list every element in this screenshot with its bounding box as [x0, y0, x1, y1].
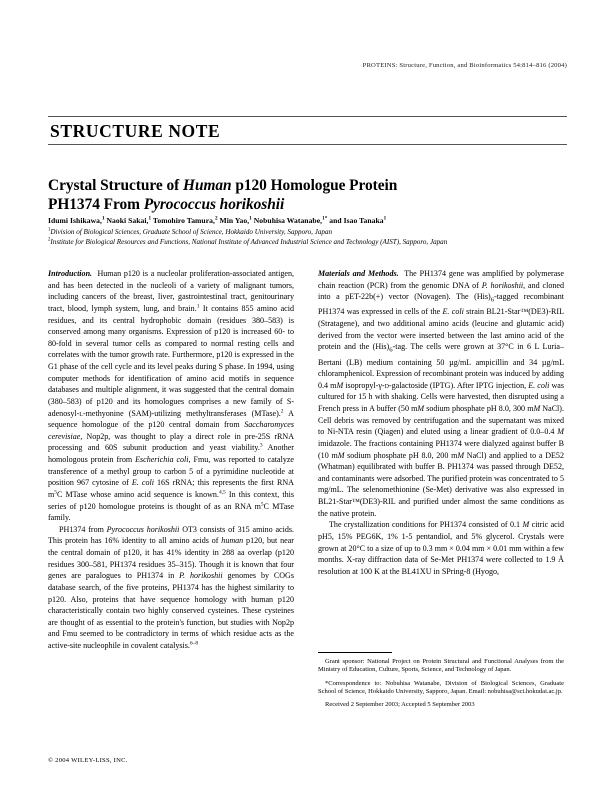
citation-ref: 2 [280, 407, 284, 414]
affiliations [48, 227, 570, 247]
paragraph-materials-methods: Materials and Methods. The PH1374 gene was amplified by polymerase chain reaction (PCR) from the genomic DNA of P. horikoshii, and cloned into a pET-22b(+) vector (Novagen). The $(His)_6$-tagged recombinant PH1374 was expressed in cells of the E. coli strain BL21-Star™(DE3)-RIL (Stratagene), and two additional amino acids (leucine and glutamic acid) derived from the vector were inserted between the last amino acid of the protein and the $(His)_6$-tag. The cells were grown at 37°C in 6 L Luria–Bertani (LB) medium containing 50 µg/mL ampicillin and 34 µg/mL chloramphenicol. Expression of recombinant protein was induced by adding 0.4 mM isopropyl-γ-d-galactoside (IPTG). After IPTG injection, E. coli was cultured for 15 h with shaking. Cells were harvested, then disrupted using a French press in A buffer (50 mM sodium phosphate pH 8.0, 300 mM NaCl). Cell debris was removed by centrifugation and the supernatant was mixed to Ni-NTA resin (Qiagen) and eluted using a linear gradient of 0.0–0.4 M imidazole. The fractions containing PH1374 were dialyzed against buffer B (10 mM sodium phosphate pH 8.0, 200 mM NaCl) and applied to a DE52 (Whatman) equilibrated with buffer B. PH1374 was passed through DE52, and contaminants were adsorbed. The purified protein was concentrated to 5 mg/mL. The selenomethionine (Se-Met) derivative was also expressed in BL21-Star™(DE3)-RIL and purified under almost the same conditions as the native protein. [318, 269, 564, 518]
title-segment-2: p120 Homologue Protein [231, 177, 398, 195]
title-segment-3: PH1374 From [48, 196, 144, 214]
affiliation-marker: 2 [48, 237, 51, 243]
italic-molar: M [336, 380, 344, 390]
superscript-5: 5 [54, 489, 57, 496]
species-name: Saccharomyces cerevisiae [48, 420, 294, 441]
footnote-grant-sponsor: Grant sponsor: National Project on Protein Structural and Functional Analyses from the Ministry of Education, Culture, Sports, Science, and Technology of Japan. [318, 658, 564, 674]
affiliation-1 [48, 227, 570, 237]
italic-molar: M [417, 404, 425, 414]
author-affil-marker: 1 [148, 215, 152, 222]
body-column-right [318, 268, 564, 577]
affiliation-2-text: Institute for Biological Resources and Functions, National Institute of Advanced Industrial Science and Technology (AIST), Sapporo, Japan [50, 238, 448, 247]
subscript-6: 6 [490, 296, 495, 304]
copyright-line: © 2004 WILEY-LISS, INC. [48, 757, 128, 764]
body-column-left [48, 268, 294, 652]
footnote-correspondence: *Correspondence to: Nobuhisa Watanabe, Division of Biological Sciences, Graduate School of Science, Hokkaido University, Sapporo, Japan. Email: nobuhisa@sci.hokudai.ac.jp. [318, 679, 564, 695]
species-name: E. coli [442, 307, 464, 317]
italic-molar: M [522, 520, 530, 530]
paragraph-crystallization: The crystallization conditions for PH1374 consisted of 0.1 M citric acid pH5, 15% PEG6K, 1% 1-5 pentandiol, and 5% glycerol. Crystals were grown at 20°C to a size of up to 0.3 mm × 0.04 mm × 0.01 mm within a few months. X-ray diffraction data of Se-Met PH1374 were collected to 1.9 Å resolution at 100 K at the BL41XU in SPring-8 (Hyogo, [318, 520, 564, 576]
citation-ref: 6–8 [189, 640, 199, 647]
footnote-block [318, 652, 564, 709]
structure-note-banner [48, 116, 567, 145]
species-name: P. horikoshii [481, 280, 524, 290]
subscript-6: 6 [389, 346, 393, 354]
species-name: Pyrococcus horikoshii [106, 524, 180, 534]
species-name: E. coli [131, 478, 154, 488]
run-in-heading-materials-methods: Materials and Methods. [318, 269, 399, 278]
italic-molar: M [337, 450, 345, 460]
italic-molar: M [533, 404, 541, 414]
author-list: Idumi Ishikawa,$^1$ Naoki Sakai,$^1$ Tomohiro Tamura,$^2$ Min Yao,$^1$ Nobuhisa Watanabe,$^{1*}$ and Isao Tanaka$^1$ [48, 215, 387, 225]
author-affil-marker: 1* [322, 215, 328, 222]
running-head: PROTEINS: Structure, Function, and Bioinformatics 54:814–816 (2004) [362, 62, 567, 69]
title-segment-1: Crystal Structure of [48, 177, 184, 195]
affiliation-1-text: Division of Biological Sciences, Graduate School of Science, Hokkaido University, Sapporo, Japan [50, 228, 333, 236]
paragraph-introduction: Introduction. Human p120 is a nucleolar proliferation-associated antigen, and has been detected in the nucleoli of a variety of malignant tumors, including cancers of the breast, liver, gastrointestinal tract, genitourinary tract, blood, lymph system, lung, and brain.$^1$ It contains 855 amino acid residues, and its central hydrophobic domain (residues 380–583) is conserved among many organisms. Expression of p120 is increased 60- to 80-fold in several tumor cells as compared to normal resting cells and correlates with the tumor growth rate. Furthermore, p120 is expressed in the G1 phase of the cell cycle and its level peaks during S phase. In 1994, using computer methods for identification of amino acid motifs in sequence databases and multiple alignment, it was suggested that the central domain (380–583) of p120 and its homologues comprises a new family of S-adenosyl-l-methyonine (SAM)-utilizing methyltransferases (MTase).$^2$ A sequence homologue of the p120 central domain from Saccharomyces cerevisiae, Nop2p, was thought to play a direct role in pre-25S rRNA processing and 60S subunit production and yeast viability.$^3$ Another homologous protein from Escherichia coli, Fmu, was reported to catalyze transference of a methyl group to carbon 5 of a pyrimidine nucleotide at position 967 cytosine of E. coli 16S rRNA; this represents the first RNA $m^5C$ MTase whose amino acid sequence is known.$^{4,5}$ In this context, this series of p120 homologue proteins is thought of as an RNA $m^5C$ MTase family. [48, 269, 295, 523]
author-affil-marker: 2 [214, 215, 218, 222]
paragraph-ph1374-overview: PH1374 from Pyrococcus horikoshii OT3 consists of 315 amino acids. This protein has 16% identity to all amino acids of human p120, but near the central domain of p120, it has 41% identity in 288 aa overlap (p120 residues 300–581, PH1374 residues 35–315). Though it is known that four genes are paralogues to PH1374 in P. horikoshii genomes by COGs database search, of the five proteins, PH1374 has the highest similarity to p120. Also, proteins that have sequence homology with human p120 characteristically contain two highly conserved cysteines. These cysteines are thought of as essential to the protein's function, but studies with Nop2p and Fmu seemed to be contradictory in terms of which residue acts as the active-site nucleophile in covalent catalysis.$^{6-8}$ [48, 524, 294, 650]
small-caps-l: l [79, 408, 83, 418]
species-name: Escherichia coli [135, 455, 189, 464]
run-in-heading-introduction: Introduction. [48, 269, 93, 278]
superscript-5: 5 [260, 500, 264, 507]
species-name: P. horikoshii [179, 571, 223, 581]
citation-ref: 3 [259, 442, 263, 449]
italic-molar: M [457, 450, 465, 460]
italic-molar: M [557, 427, 564, 437]
affiliation-2 [48, 237, 570, 247]
italic-human: human [221, 536, 244, 546]
author-affil-marker: 1 [101, 215, 105, 222]
banner-bottom-rule [48, 144, 567, 145]
species-name: E. coli [528, 380, 550, 390]
citation-ref: 4,5 [218, 489, 226, 496]
citation-ref: 1 [196, 303, 200, 310]
small-caps-d: d [384, 380, 389, 390]
title-italic-species: Pyrococcus horikoshii [143, 196, 285, 214]
footnote-rule [318, 652, 392, 653]
section-label: STRUCTURE NOTE [50, 121, 221, 141]
author-affil-marker: 1 [383, 215, 387, 222]
affiliation-marker: 1 [48, 227, 51, 233]
footnote-received-accepted: Received 2 September 2003; Accepted 5 September 2003 [325, 701, 475, 709]
title-italic-human: Human [183, 177, 232, 195]
article-title [48, 176, 567, 214]
author-affil-marker: 1 [249, 215, 252, 222]
